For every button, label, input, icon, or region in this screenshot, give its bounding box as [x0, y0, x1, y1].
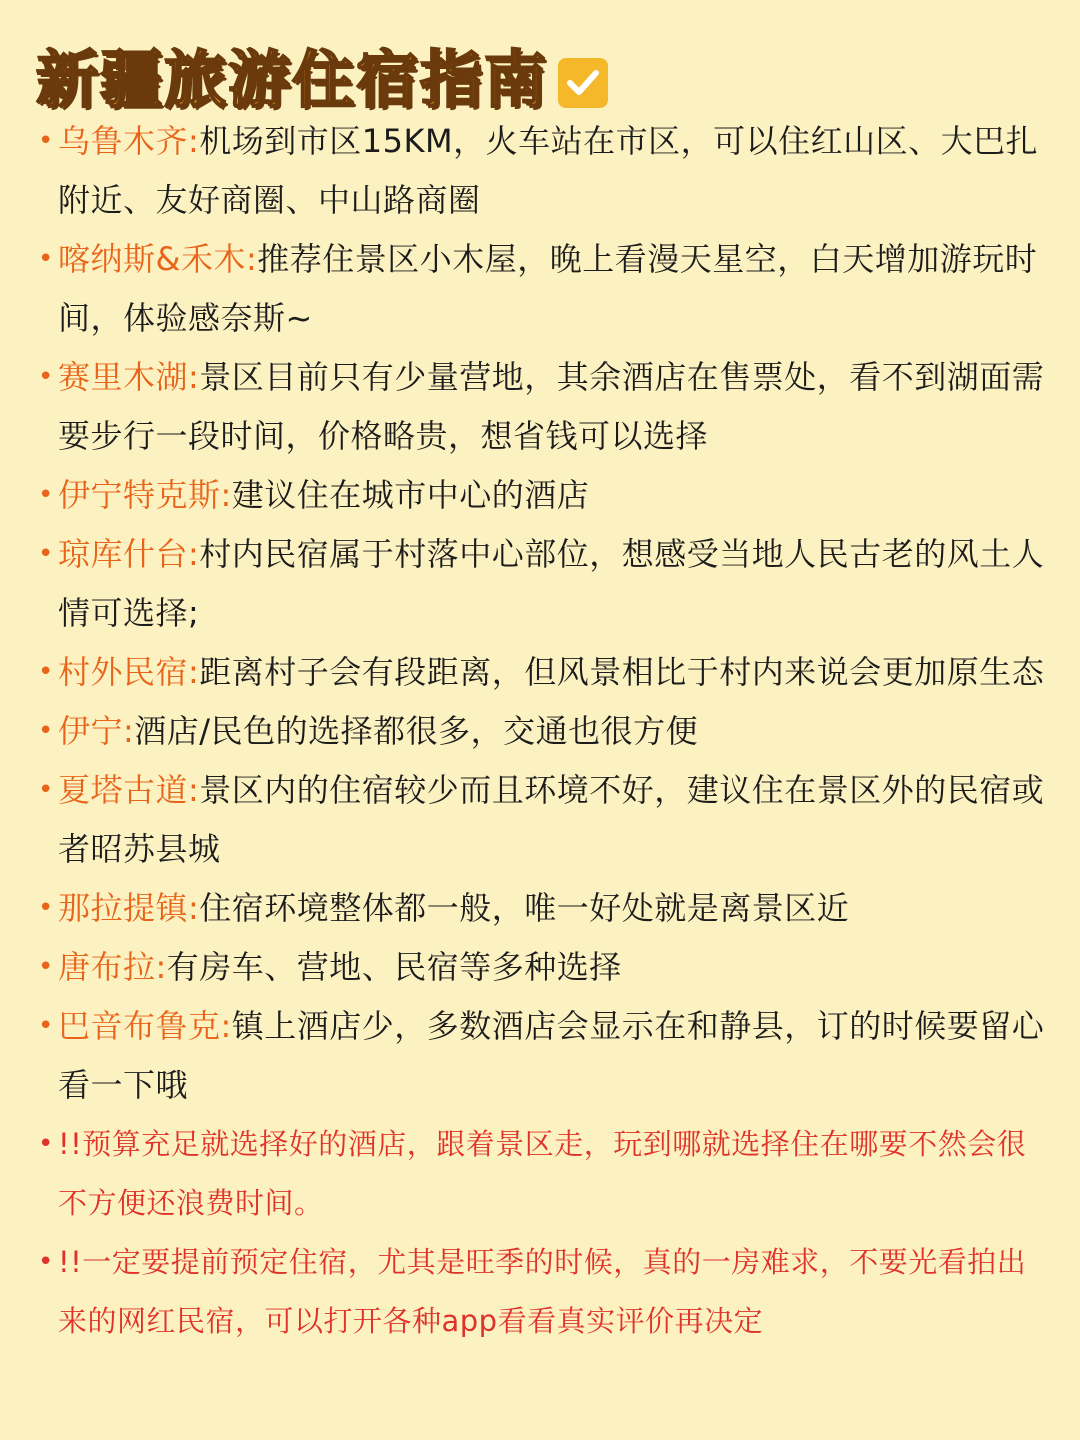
location-text: 住宿环境整体都一般，唯一好处就是离景区近	[199, 889, 850, 927]
location-text: 推荐住景区小木屋，晚上看漫天星空，白天增加游玩时间，体验感奈斯~	[58, 240, 1038, 337]
bullet: •	[38, 244, 54, 274]
bullet: •	[38, 716, 54, 746]
checkmark-icon	[558, 58, 608, 108]
list-item	[36, 761, 1046, 879]
note-item	[36, 1115, 1046, 1233]
bullet: •	[38, 1247, 54, 1277]
guide-list	[36, 112, 1046, 1351]
bullet: •	[38, 480, 54, 510]
location-name: 伊宁:	[58, 712, 135, 750]
location-name: 村外民宿:	[58, 653, 200, 691]
note-item	[36, 1233, 1046, 1351]
bullet: •	[38, 952, 54, 982]
location-text: 距离村子会有段距离，但风景相比于村内来说会更加原生态	[199, 653, 1045, 691]
location-name: 赛里木湖:	[58, 358, 200, 396]
bullet: •	[38, 362, 54, 392]
list-item	[36, 702, 1046, 761]
list-item	[36, 997, 1046, 1115]
location-name: 夏塔古道:	[58, 771, 200, 809]
location-text: 建议住在城市中心的酒店	[231, 476, 590, 514]
location-name: 喀纳斯&禾木:	[58, 240, 258, 278]
bullet: •	[38, 1011, 54, 1041]
note-text: !!一定要提前预定住宿，尤其是旺季的时候，真的一房难求，不要光看拍出来的网红民宿，可以打开各种app看看真实评价再决定	[58, 1245, 1027, 1338]
bullet: •	[38, 1129, 54, 1159]
location-text: 景区目前只有少量营地，其余酒店在售票处，看不到湖面需要步行一段时间，价格略贵，想省钱可以选择	[58, 358, 1045, 455]
bullet: •	[38, 539, 54, 569]
location-name: 乌鲁木齐:	[58, 122, 200, 160]
page-title: 新疆旅游住宿指南	[36, 43, 549, 116]
location-name: 琼库什台:	[58, 535, 200, 573]
location-name: 唐布拉:	[58, 948, 167, 986]
list-item	[36, 348, 1046, 466]
bullet: •	[38, 657, 54, 687]
list-item	[36, 938, 1046, 997]
note-text: !!预算充足就选择好的酒店，跟着景区走，玩到哪就选择住在哪要不然会很不方便还浪费时间。	[58, 1127, 1027, 1220]
location-name: 巴音布鲁克:	[58, 1007, 232, 1045]
list-item	[36, 643, 1046, 702]
location-text: 酒店/民色的选择都很多，交通也很方便	[134, 712, 699, 750]
location-name: 伊宁特克斯:	[58, 476, 232, 514]
location-text: 镇上酒店少，多数酒店会显示在和静县，订的时候要留心看一下哦	[58, 1007, 1045, 1104]
list-item	[36, 879, 1046, 938]
list-item	[36, 230, 1046, 348]
location-text: 机场到市区15KM，火车站在市区，可以住红山区、大巴扎附近、友好商圈、中山路商圈	[58, 122, 1039, 219]
header	[36, 40, 608, 120]
location-text: 有房车、营地、民宿等多种选择	[166, 948, 622, 986]
bullet: •	[38, 126, 54, 156]
location-text: 村内民宿属于村落中心部位，想感受当地人民古老的风土人情可选择;	[58, 535, 1045, 632]
location-text: 景区内的住宿较少而且环境不好，建议住在景区外的民宿或者昭苏县城	[58, 771, 1045, 868]
list-item	[36, 525, 1046, 643]
bullet: •	[38, 775, 54, 805]
list-item	[36, 112, 1046, 230]
bullet: •	[38, 893, 54, 923]
list-item	[36, 466, 1046, 525]
location-name: 那拉提镇:	[58, 889, 200, 927]
